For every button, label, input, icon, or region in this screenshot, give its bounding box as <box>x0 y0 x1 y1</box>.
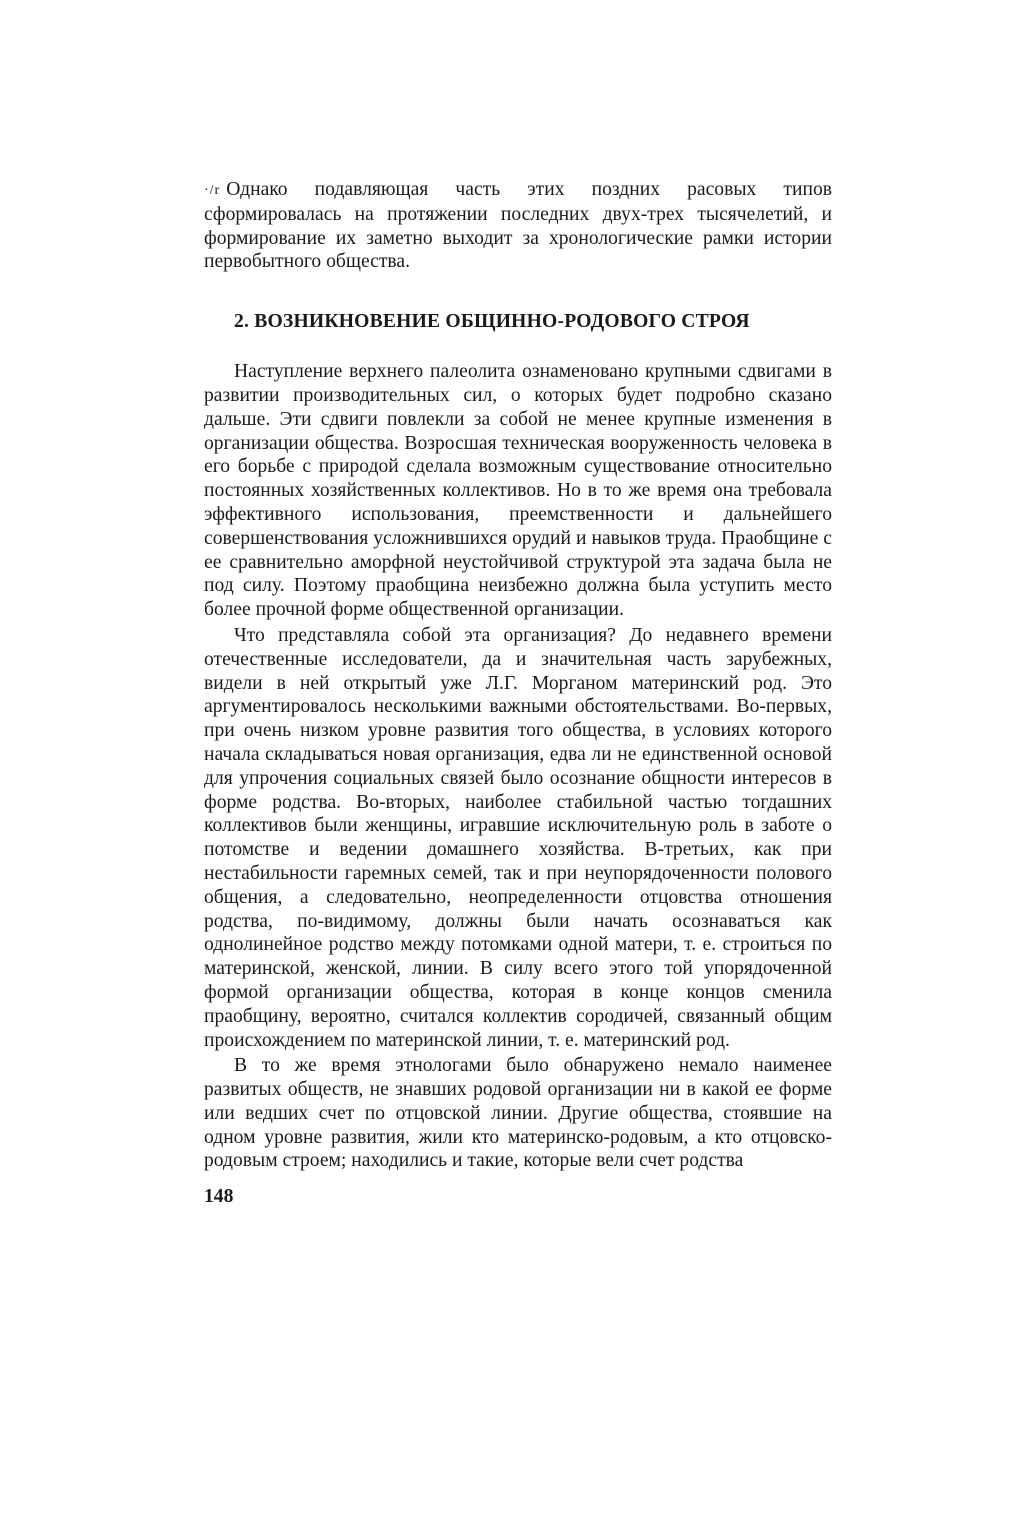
book-page <box>204 178 832 1209</box>
opening-mark: ·/r <box>204 183 221 198</box>
body-paragraph-3: В то же время этнологами было обнаружено немало наименее развитых обществ, не знавших родовой организации ни в какой ее форме или ведших счет по отцовской линии. Другие общества, стоявшие на одном уровне развития, жили кто материнско-родовым, а кто отцовско-родовым строем; находились и такие, которые вели счет родства <box>204 1055 832 1172</box>
page-number: 148 <box>204 1186 234 1208</box>
section-heading: 2. ВОЗНИКНОВЕНИЕ ОБЩИННО-РОДОВОГО СТРОЯ <box>234 311 750 333</box>
opening-paragraph <box>204 178 832 274</box>
body-paragraph-1: Наступление верхнего палеолита ознаменовано крупными сдвигами в развитии производительных сил, о которых будет подробно сказано дальше. Эти сдвиги повлекли за собой не менее крупные изменения в организации общества. Возросшая техническая вооруженность человека в его борьбе с природой сделала возможным существование относительно постоянных хозяйственных коллективов. Но в то же время она требовала эффективного использования, преемственности и дальнейшего совершенствования усложнившихся орудий и навыков труда. Праобщине с ее сравнительно аморфной неустойчивой структурой эта задача была не под силу. Поэтому праобщина неизбежно должна была уступить место более прочной форме общественной организации. <box>204 361 832 621</box>
opening-paragraph-text: Однако подавляющая часть этих поздних расовых типов сформировалась на протяжении последних двух-трех тысячелетий, и формирование их заметно выходит за хронологические рамки истории первобытного общества. <box>204 179 832 273</box>
body-paragraph-2: Что представляла собой эта организация? До недавнего времени отечественные исследователи, да и значительная часть зарубежных, видели в ней открытый уже Л.Г. Морганом материнский род. Это аргументировалось несколькими важными обстоятельствами. Во-первых, при очень низком уровне развития того общества, в условиях которого начала складываться новая организация, едва ли не единственной основой для упрочения социальных связей было осознание общности интересов в форме родства. Во-вторых, наиболее стабильной частью тогдашних коллективов были женщины, игравшие исключительную роль в заботе о потомстве и ведении домашнего хозяйства. В-третьих, как при нестабильности гаремных семей, так и при неупорядоченности полового общения, а следовательно, неопределенности отцовства отношения родства, по-видимому, должны были начать осознаваться как однолинейное родство между потомками одной матери, т. е. строиться по материнской, женской, линии. В силу всего этого той упорядоченной формой организации общества, которая в конце концов сменила праобщину, вероятно, считался коллектив сородичей, связанный общим происхождением по материнской линии, т. е. материнский род. <box>204 624 832 1051</box>
